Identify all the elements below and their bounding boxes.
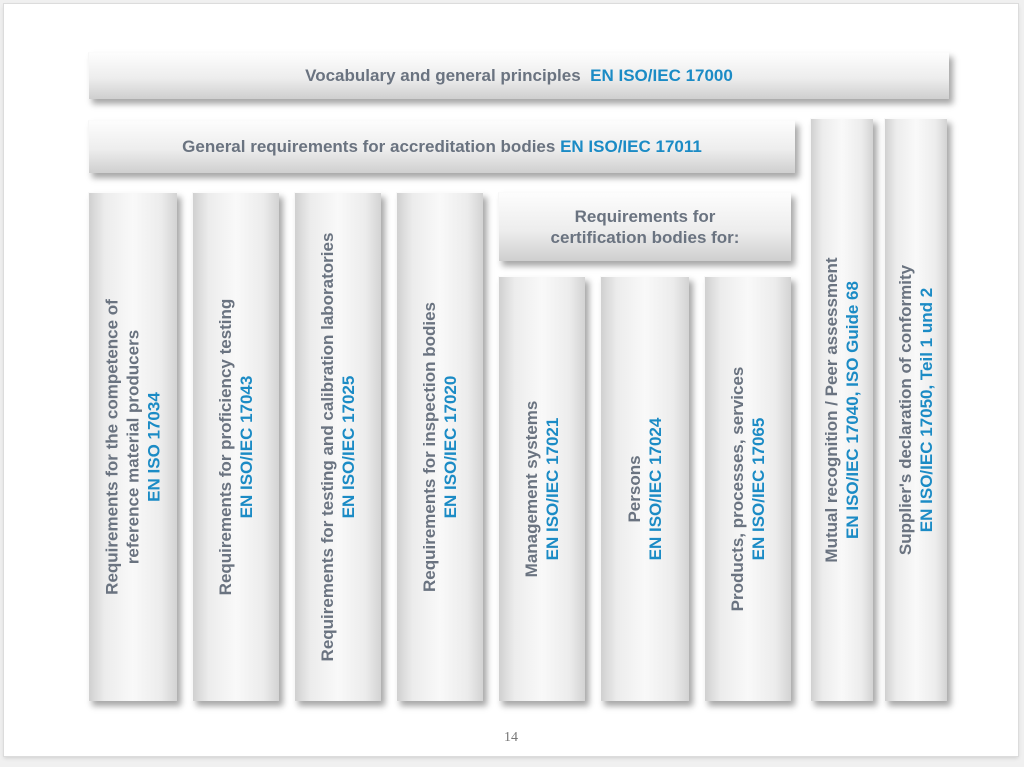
page-number: 14: [504, 730, 518, 745]
column-persons: [600, 276, 689, 701]
column-inspection: [396, 192, 483, 701]
column-persons-label: [624, 418, 666, 561]
column-testing-calibration-label: [317, 233, 359, 662]
column-reference-material-line1: Requirements for the competence of: [102, 299, 122, 595]
column-proficiency-testing: [192, 192, 279, 701]
column-mutual-recognition-standard: EN ISO/IEC 17040, ISO Guide 68: [843, 281, 862, 539]
column-reference-material-line2: reference material producers: [123, 329, 143, 565]
column-inspection-label: [419, 302, 461, 592]
column-mutual-recognition-label: [821, 257, 863, 562]
certification-header-line2: certification bodies for:: [550, 228, 740, 247]
column-reference-material-label: [102, 299, 165, 595]
column-inspection-line1: Requirements for inspection bodies: [420, 302, 439, 592]
column-mutual-recognition: [810, 118, 873, 701]
column-management-systems: [498, 276, 585, 701]
column-supplier-declaration-label: [895, 265, 937, 555]
column-mutual-recognition-line1: Mutual recognition / Peer assessment: [822, 257, 841, 563]
column-products-line1: Products, processes, services: [728, 366, 747, 612]
column-proficiency-testing-line1: Requirements for proficiency testing: [216, 298, 235, 596]
accreditation-text: General requirements for accreditation bodies: [182, 137, 556, 156]
column-persons-line1: Persons: [625, 455, 644, 523]
accreditation-standard: EN ISO/IEC 17011: [560, 137, 702, 156]
certification-header: [498, 192, 791, 261]
column-proficiency-testing-standard: EN ISO/IEC 17043: [237, 375, 256, 519]
column-products-standard: EN ISO/IEC 17065: [749, 417, 768, 561]
column-management-systems-label: [521, 401, 563, 578]
vocabulary-standard: EN ISO/IEC 17000: [590, 66, 733, 85]
column-persons-standard: EN ISO/IEC 17024: [646, 417, 665, 561]
column-testing-calibration-standard: EN ISO/IEC 17025: [339, 375, 358, 519]
column-reference-material: [88, 192, 177, 701]
column-products: [704, 276, 791, 701]
column-management-systems-line1: Management systems: [522, 400, 541, 578]
column-management-systems-standard: EN ISO/IEC 17021: [543, 417, 562, 561]
slide: [4, 4, 1018, 756]
vocabulary-text: Vocabulary and general principles: [305, 66, 581, 85]
column-supplier-declaration: [884, 118, 947, 701]
column-supplier-declaration-line1: Supplier's declaration of conformity: [896, 264, 915, 556]
certification-header-line1: Requirements for: [574, 207, 716, 226]
column-proficiency-testing-label: [215, 299, 257, 596]
column-reference-material-standard: EN ISO 17034: [144, 392, 164, 502]
column-testing-calibration: [294, 192, 381, 701]
column-testing-calibration-line1: Requirements for testing and calibration laboratories: [318, 232, 337, 662]
column-inspection-standard: EN ISO/IEC 17020: [441, 375, 460, 519]
column-products-label: [727, 367, 769, 612]
column-supplier-declaration-standard: EN ISO/IEC 17050, Teil 1 und 2: [917, 287, 936, 533]
accreditation-bar: [88, 120, 795, 173]
vocabulary-bar: [88, 52, 949, 99]
